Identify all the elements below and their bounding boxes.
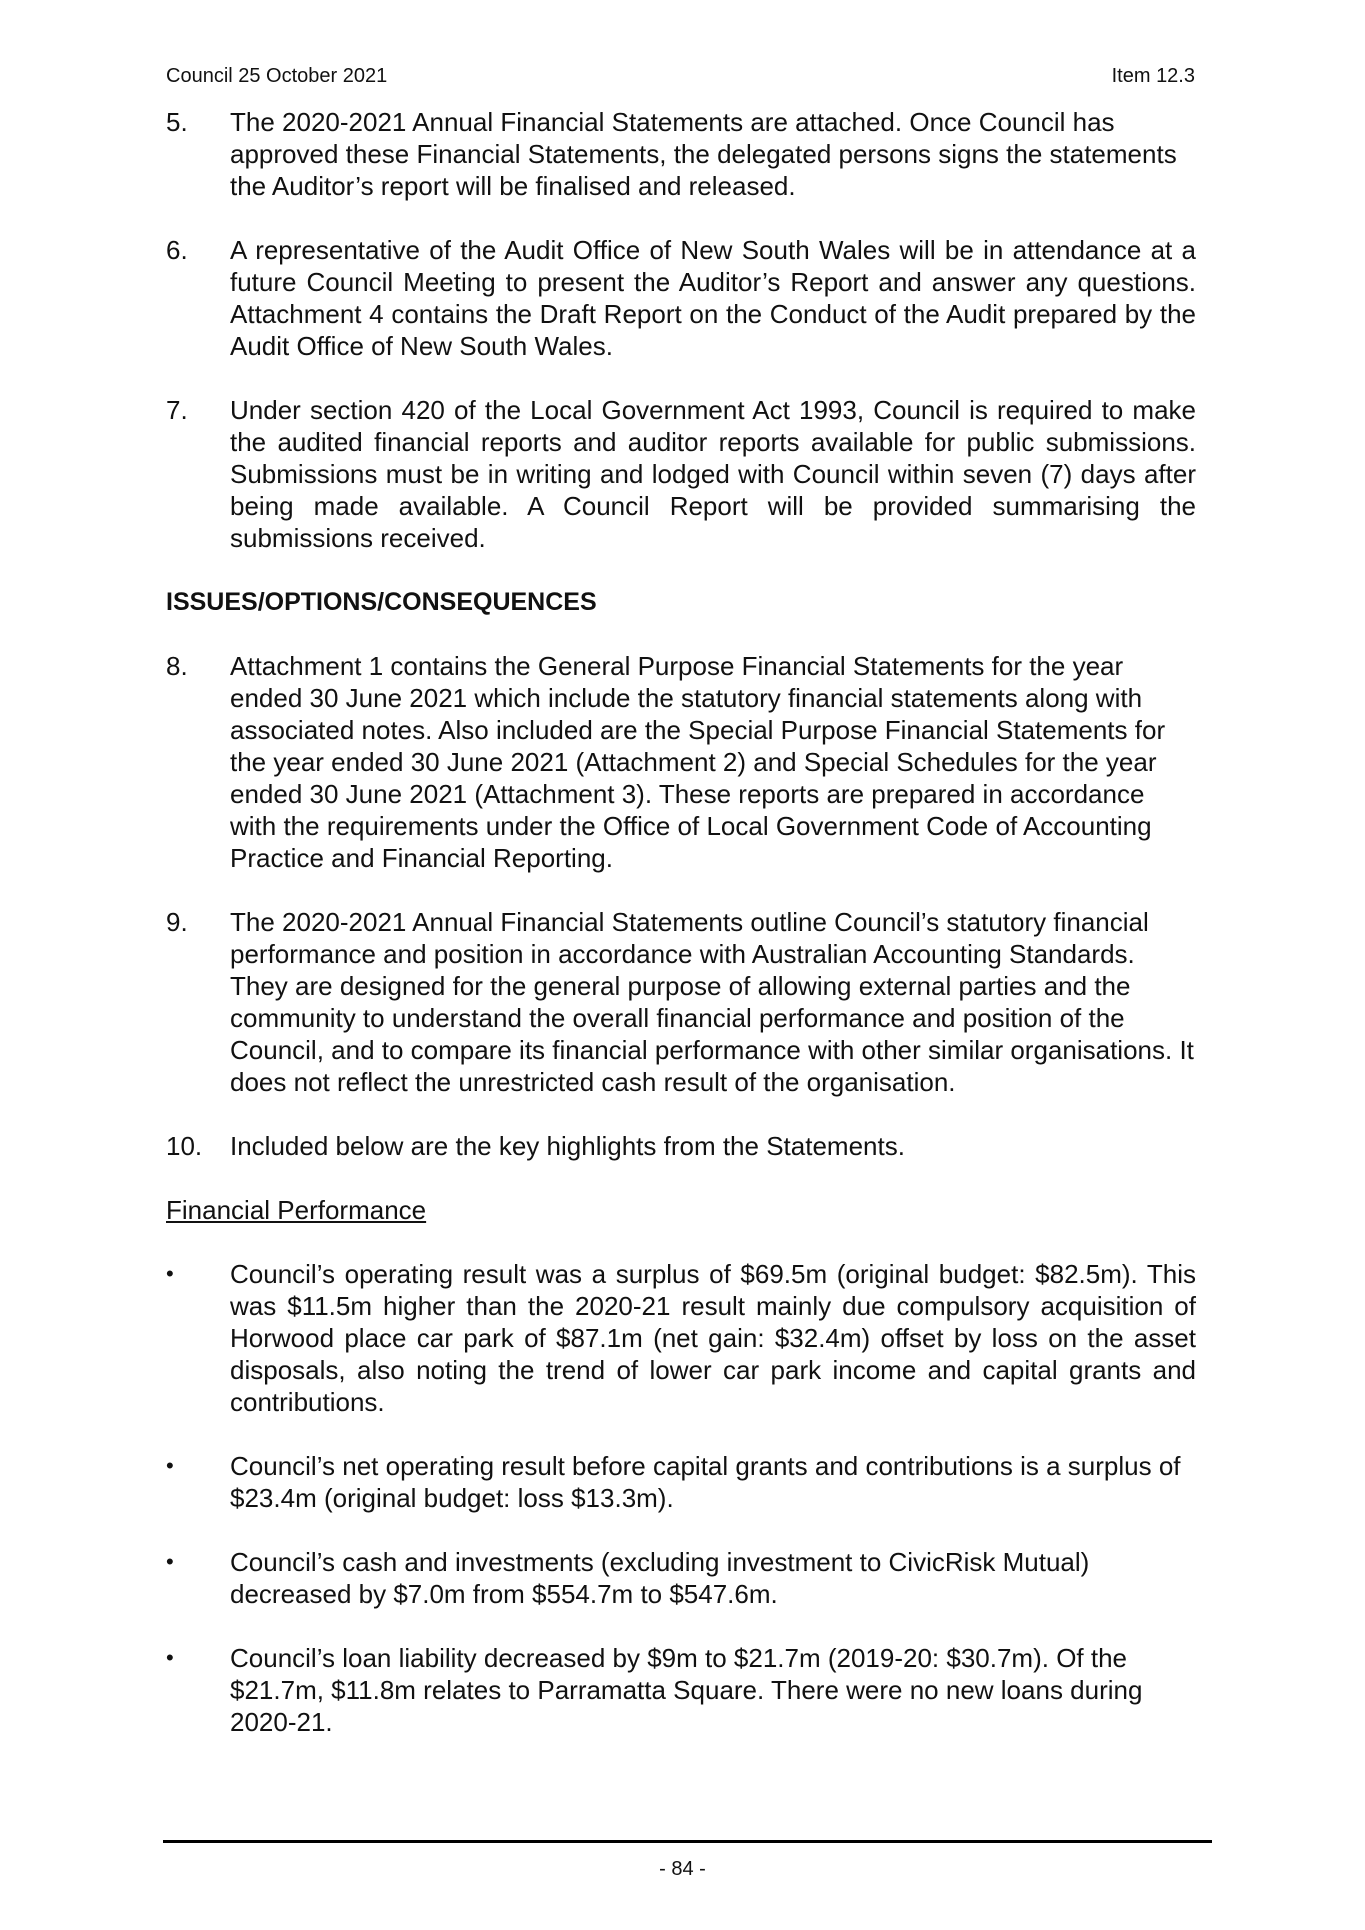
bullet-text: Council’s operating result was a surplus of $69.5m (original budget: $82.5m). This was $11.5m higher than the 2020-21 result mainly due compulsory acquisition of Horwood place car park of $87.1m (net gain: $32.4m) offset by loss on the asset disposals, also noting the trend of lower car park income and capital grants and contributions. [230,1259,1196,1417]
paragraph-9 [166,906,1196,1098]
footer-divider [163,1840,1212,1843]
subheading-financial-performance: Financial Performance [166,1195,427,1225]
paragraph-text: Under section 420 of the Local Government Act 1993, Council is required to make the audited financial reports and auditor reports available for public submissions. Submissions must be in writing and lodged with Council within seven (7) days after being made available. A Council Report will be provided summarising the submissions received. [230,395,1196,553]
paragraph-number: 9. [166,907,188,937]
section-heading: ISSUES/OPTIONS/CONSEQUENCES [166,588,597,616]
paragraph-number: 7. [166,395,188,425]
paragraph-text: Included below are the key highlights from the Statements. [230,1131,905,1161]
bullet-icon: • [166,1453,174,1478]
bullet-text: Council’s cash and investments (excluding investment to CivicRisk Mutual) decreased by $7.0m from $554.7m to $547.6m. [230,1547,1090,1609]
bullet-item [166,1258,1196,1418]
bullet-icon: • [166,1549,174,1574]
paragraph-number: 5. [166,107,188,137]
paragraph-10 [166,1130,1196,1162]
paragraph-number: 8. [166,651,188,681]
bullet-text: Council’s loan liability decreased by $9m to $21.7m (2019-20: $30.7m). Of the $21.7m, $11.8m relates to Parramatta Square. There were no new loans during 2020-21. [230,1643,1143,1737]
page-number: - 84 - [659,1858,706,1880]
bullet-icon: • [166,1645,174,1670]
paragraph-7 [166,394,1196,554]
meeting-title: Council 25 October 2021 [166,65,388,87]
paragraph-number: 6. [166,235,188,265]
bullet-item [166,1642,1196,1738]
paragraph-6 [166,234,1196,362]
paragraph-5 [166,106,1196,202]
page-header [166,64,1195,88]
bullet-text: Council’s net operating result before capital grants and contributions is a surplus of $23.4m (original budget: loss $13.3m). [230,1451,1181,1513]
paragraph-text: Attachment 1 contains the General Purpose Financial Statements for the year ended 30 June 2021 which include the statutory financial statements along with associated notes. Also included are the Special Purpose Financial Statements for the year ended 30 June 2021 (Attachment 2) and Special Schedules for the year ended 30 June 2021 (Attachment 3). These reports are prepared in accordance with the requirements under the Office of Local Government Code of Accounting Practice and Financial Reporting. [230,651,1166,873]
paragraph-text: The 2020-2021 Annual Financial Statements outline Council’s statutory financial performance and position in accordance with Australian Accounting Standards. They are designed for the general purpose of allowing external parties and the community to understand the overall financial performance and position of the Council, and to compare its financial performance with other similar organisations. It does not reflect the unrestricted cash result of the organisation. [230,907,1194,1097]
paragraph-text: A representative of the Audit Office of New South Wales will be in attendance at a future Council Meeting to present the Auditor’s Report and answer any questions. Attachment 4 contains the Draft Report on the Conduct of the Audit prepared by the Audit Office of New South Wales. [230,235,1196,361]
page-content [166,106,1196,1770]
bullet-icon: • [166,1261,174,1286]
item-number: Item 12.3 [1111,65,1195,87]
paragraph-8 [166,650,1196,874]
bullet-item [166,1546,1196,1610]
paragraph-number: 10. [166,1131,203,1161]
bullet-item [166,1450,1196,1514]
paragraph-text: The 2020-2021 Annual Financial Statements are attached. Once Council has approved these Financial Statements, the delegated persons signs the statements the Auditor’s report will be finalised and released. [230,107,1177,201]
